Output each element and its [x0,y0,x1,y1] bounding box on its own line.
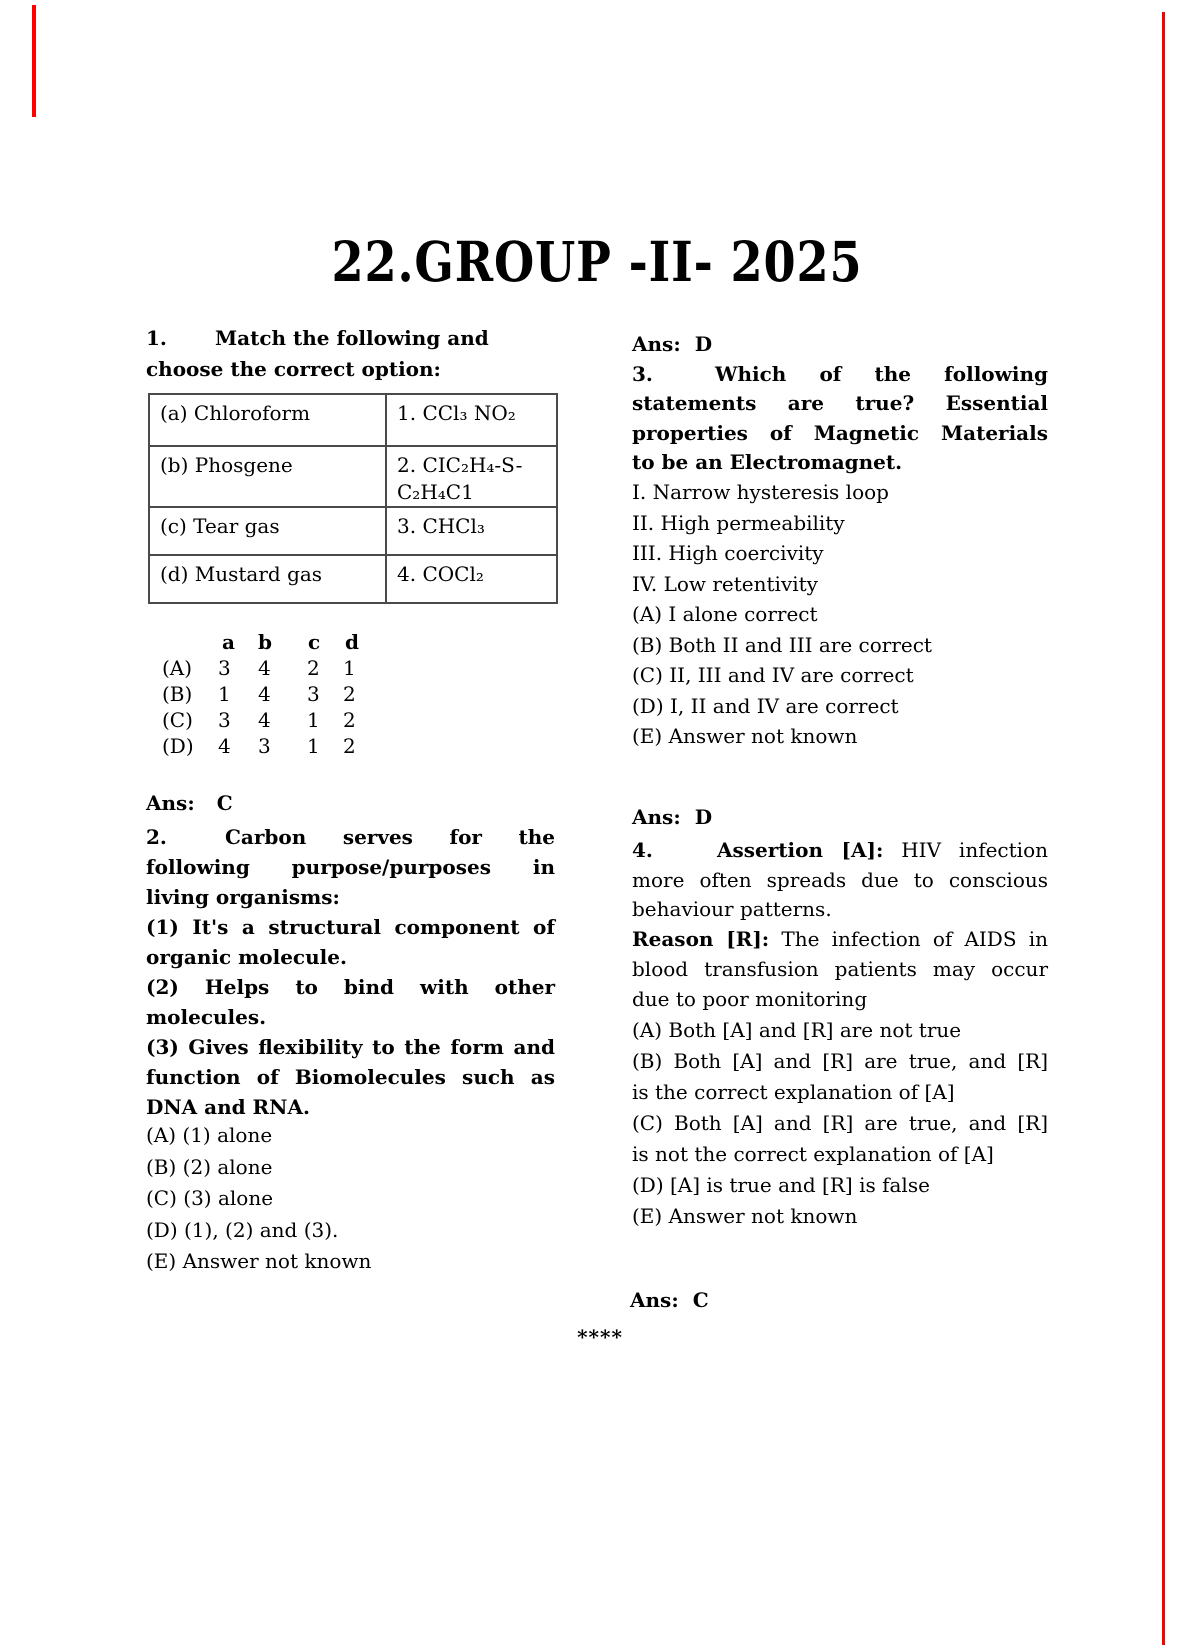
question-4-line: behaviour patterns. [632,897,832,922]
question-2-line: living organisms: [146,885,340,909]
matrix-value: 2 [307,656,320,680]
question-2-options [146,1120,555,1278]
option-line: (E) Answer not known [146,1249,372,1273]
question-text: Which of the following [715,362,1048,386]
heading-text: Match the following and [215,326,489,350]
question-number: 2. [146,825,167,849]
matrix-row [146,733,555,759]
table-cell: (c) Tear gas [149,507,386,555]
option-line: (C) (3) alone [146,1186,274,1210]
option-line: (D) (1), (2) and (3). [146,1217,339,1242]
table-cell: (a) Chloroform [149,394,386,446]
roman-item: I. Narrow hysteresis loop [632,480,889,504]
question-2-line [146,822,555,852]
reason-text: The infection of AIDS in [769,927,1049,952]
option-line: (E) Answer not known [632,724,858,748]
matrix-value: 1 [307,734,320,758]
answer-line-q4 [630,1286,709,1315]
matrix-row [146,707,555,733]
matrix-value: 1 [343,656,356,680]
question-text: Carbon serves for the [225,825,555,849]
answer-label: Ans: [632,805,681,829]
reason-line: due to poor monitoring [632,986,868,1011]
statement-line: (3) Gives flexibility to the form and [146,1035,555,1059]
section-end-stars: **** [577,1325,623,1349]
answer-line-q1 [146,789,233,818]
table-row [149,507,557,555]
red-margin-line-right [1162,12,1165,1645]
option-line: is the correct explanation of [A] [632,1080,955,1104]
table-cell: (d) Mustard gas [149,555,386,603]
matrix-row [146,681,555,707]
answer-label: Ans: [632,332,681,356]
answer-value: D [694,332,713,356]
match-table [148,393,558,604]
statement-line: (2) Helps to bind with other [146,975,555,999]
matrix-header: c [308,630,321,654]
question-3-line: properties of Magnetic Materials [632,420,1048,445]
table-cell: 2. CIC₂H₄-S-C₂H₄C1 [386,446,557,507]
option-line: (B) Both II and III are correct [632,632,932,657]
matrix-value: 4 [258,708,271,732]
table-cell: 3. CHCl₃ [386,507,557,555]
matrix-value: 3 [307,682,320,706]
table-cell: 4. COCl₂ [386,555,557,603]
matrix-header-row [146,629,555,655]
option-line: (B) (2) alone [146,1154,273,1179]
matrix-header: d [345,630,359,654]
matrix-value: 4 [258,656,271,680]
option-line: (D) I, II and IV are correct [632,693,899,718]
roman-item: IV. Low retentivity [632,571,818,596]
matrix-value: 2 [343,708,356,732]
question-1-heading [146,323,555,385]
matrix-value: 4 [258,682,271,706]
answer-label: Ans: [146,791,195,815]
reason-line: blood transfusion patients may occur [632,956,1048,981]
answer-line-q2 [632,330,712,359]
question-number: 3. [632,362,653,386]
matrix-value: 4 [218,734,231,758]
matrix-value: 2 [343,734,356,758]
matrix-header: a [222,630,235,654]
matrix-value: 2 [343,682,356,706]
question-4-line: more often spreads due to conscious [632,867,1048,892]
question-1-heading-line1 [146,323,555,354]
question-2 [146,822,555,1122]
statement-line: molecules. [146,1005,267,1029]
option-line: is not the correct explanation of [A] [632,1142,994,1166]
answer-value: C [692,1288,709,1312]
question-4 [632,836,1048,1014]
question-1-heading-line2: choose the correct option: [146,357,441,381]
page-title: 22.GROUP -II- 2025 [331,229,863,294]
assertion-label: Assertion [A]: [717,838,884,862]
table-row [149,446,557,507]
question-4-options [632,1015,1048,1232]
question-2-line: following purpose/purposes in [146,855,555,879]
option-line: (C) Both [A] and [R] are true, and [R] [632,1111,1048,1135]
reason-label: Reason [R]: [632,927,770,952]
question-3-line [632,360,1048,389]
option-line: (B) Both [A] and [R] are true, and [R] [632,1049,1048,1073]
answer-value: C [216,791,233,815]
reason-line [632,925,1048,955]
answer-line-q3 [632,803,712,832]
answer-value: D [694,805,713,829]
question-number: 4. [632,838,653,862]
matrix-header: b [258,630,272,654]
matrix-row [146,655,555,681]
matrix-option-label: (D) [162,734,194,758]
option-line: (A) I alone correct [632,602,818,626]
roman-item: II. High permeability [632,510,845,535]
option-line: (A) Both [A] and [R] are not true [632,1018,962,1042]
option-line: (A) (1) alone [146,1123,273,1147]
question-3-line: statements are true? Essential [632,391,1048,416]
matrix-option-label: (C) [162,708,193,732]
matrix-value: 1 [218,682,231,706]
table-row [149,394,557,446]
statement-line: function of Biomolecules such as [146,1065,555,1089]
red-margin-mark-left [32,5,36,117]
matrix-value: 3 [258,734,271,758]
answer-label: Ans: [630,1288,679,1312]
statement-line: DNA and RNA. [146,1095,310,1119]
matrix-option-label: (B) [162,682,193,706]
matrix-option-label: (A) [162,656,193,680]
question-3 [632,360,1048,477]
answer-matrix [146,629,555,759]
matrix-value: 3 [218,708,231,732]
statement-line: (1) It's a structural component of [146,915,555,939]
matrix-value: 3 [218,656,231,680]
option-line: (C) II, III and IV are correct [632,663,914,687]
table-cell: (b) Phosgene [149,446,386,507]
statement-line: organic molecule. [146,945,347,969]
question-3-line: to be an Electromagnet. [632,449,903,474]
roman-item: III. High coercivity [632,541,824,565]
assertion-text: HIV infection [883,838,1048,862]
table-row [149,555,557,603]
question-4-line [632,836,1048,866]
option-line: (D) [A] is true and [R] is false [632,1173,930,1197]
question-3-items [632,477,1048,752]
question-number: 1. [146,326,167,350]
matrix-value: 1 [307,708,320,732]
option-line: (E) Answer not known [632,1204,858,1228]
table-cell: 1. CCl₃ NO₂ [386,394,557,446]
